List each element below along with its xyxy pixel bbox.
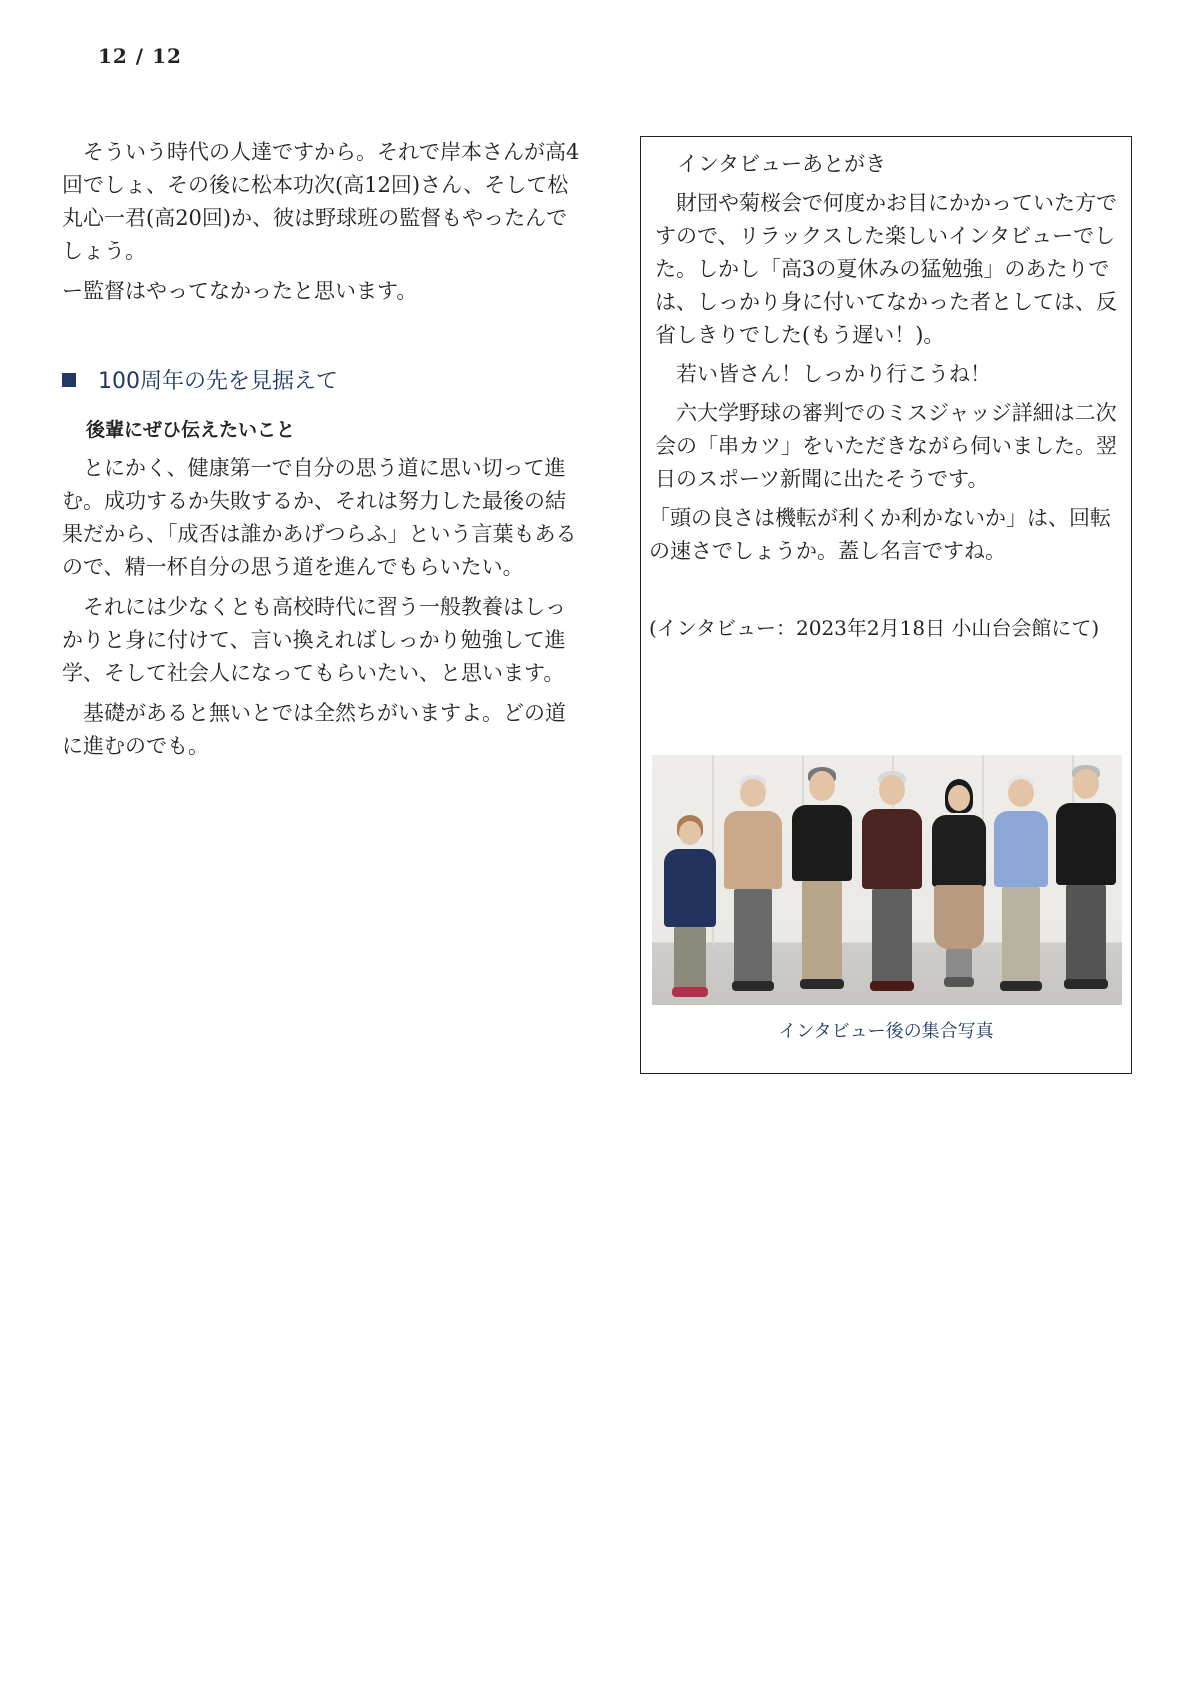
- photo-caption: インタビュー後の集合写真: [778, 1021, 994, 1042]
- afterword-paragraph: 六大学野球の審判でのミスジャッジ詳細は二次会の「串カツ」をいただきながら伺いました。翌日のスポーツ新聞に出たそうです。: [655, 401, 1117, 491]
- photo-person: [660, 815, 720, 1005]
- interview-credit: (インタビュー：2023年2月18日 小山台会館にて): [649, 616, 1100, 640]
- photo-person: [720, 775, 786, 997]
- body-paragraph: それには少なくとも高校時代に習う一般教養はしっかりと身に付けて、言い換えればしっかり勉強して進学、そして社会人になってもらいたい、と思います。: [62, 595, 566, 685]
- subheading: 後輩にぜひ伝えたいこと: [86, 419, 296, 441]
- photo-person: [928, 779, 990, 995]
- body-paragraph: ー監督はやってなかったと思います。: [62, 279, 418, 303]
- section-heading: [62, 364, 582, 395]
- body-paragraph: そういう時代の人達ですから。それで岸本さんが高4回でしょ、その後に松本功次(高12回)さん、そして松丸心一君(高20回)か、彼は野球班の監督もやったんでしょう。: [62, 140, 580, 263]
- afterword-paragraph: 「頭の良さは機転が利くか利かないか」は、回転の速さでしょうか。蓋し名言ですね。: [649, 506, 1111, 563]
- afterword-title: インタビューあとがき: [677, 152, 887, 176]
- body-paragraph: とにかく、健康第一で自分の思う道に思い切って進む。成功するか失敗するか、それは努力した最後の結果だから、「成否は誰かあげつらふ」という言葉もあるので、精一杯自分の思う道を進んでもらいたい。: [62, 456, 577, 579]
- photo-person: [1052, 765, 1120, 997]
- left-column: [62, 136, 582, 770]
- photo-person: [858, 771, 926, 997]
- square-bullet-icon: [62, 373, 76, 387]
- body-paragraph: 基礎があると無いとでは全然ちがいますよ。どの道に進むのでも。: [62, 701, 566, 758]
- photo-person: [788, 767, 856, 997]
- group-photo: [652, 755, 1122, 1005]
- page-number: 12 / 12: [98, 44, 182, 68]
- afterword-paragraph: 財団や菊桜会で何度かお目にかかっていた方ですので、リラックスした楽しいインタビューでした。しかし「高3の夏休みの猛勉強」のあたりでは、しっかり身に付いてなかった者としては、反省しきりでした(もう遅い！)。: [655, 191, 1117, 347]
- afterword-box: [640, 136, 1132, 1074]
- afterword-paragraph: 若い皆さん！しっかり行こうね！: [676, 362, 991, 386]
- section-heading-text: 100周年の先を見据えて: [98, 369, 338, 394]
- photo-person: [990, 775, 1052, 997]
